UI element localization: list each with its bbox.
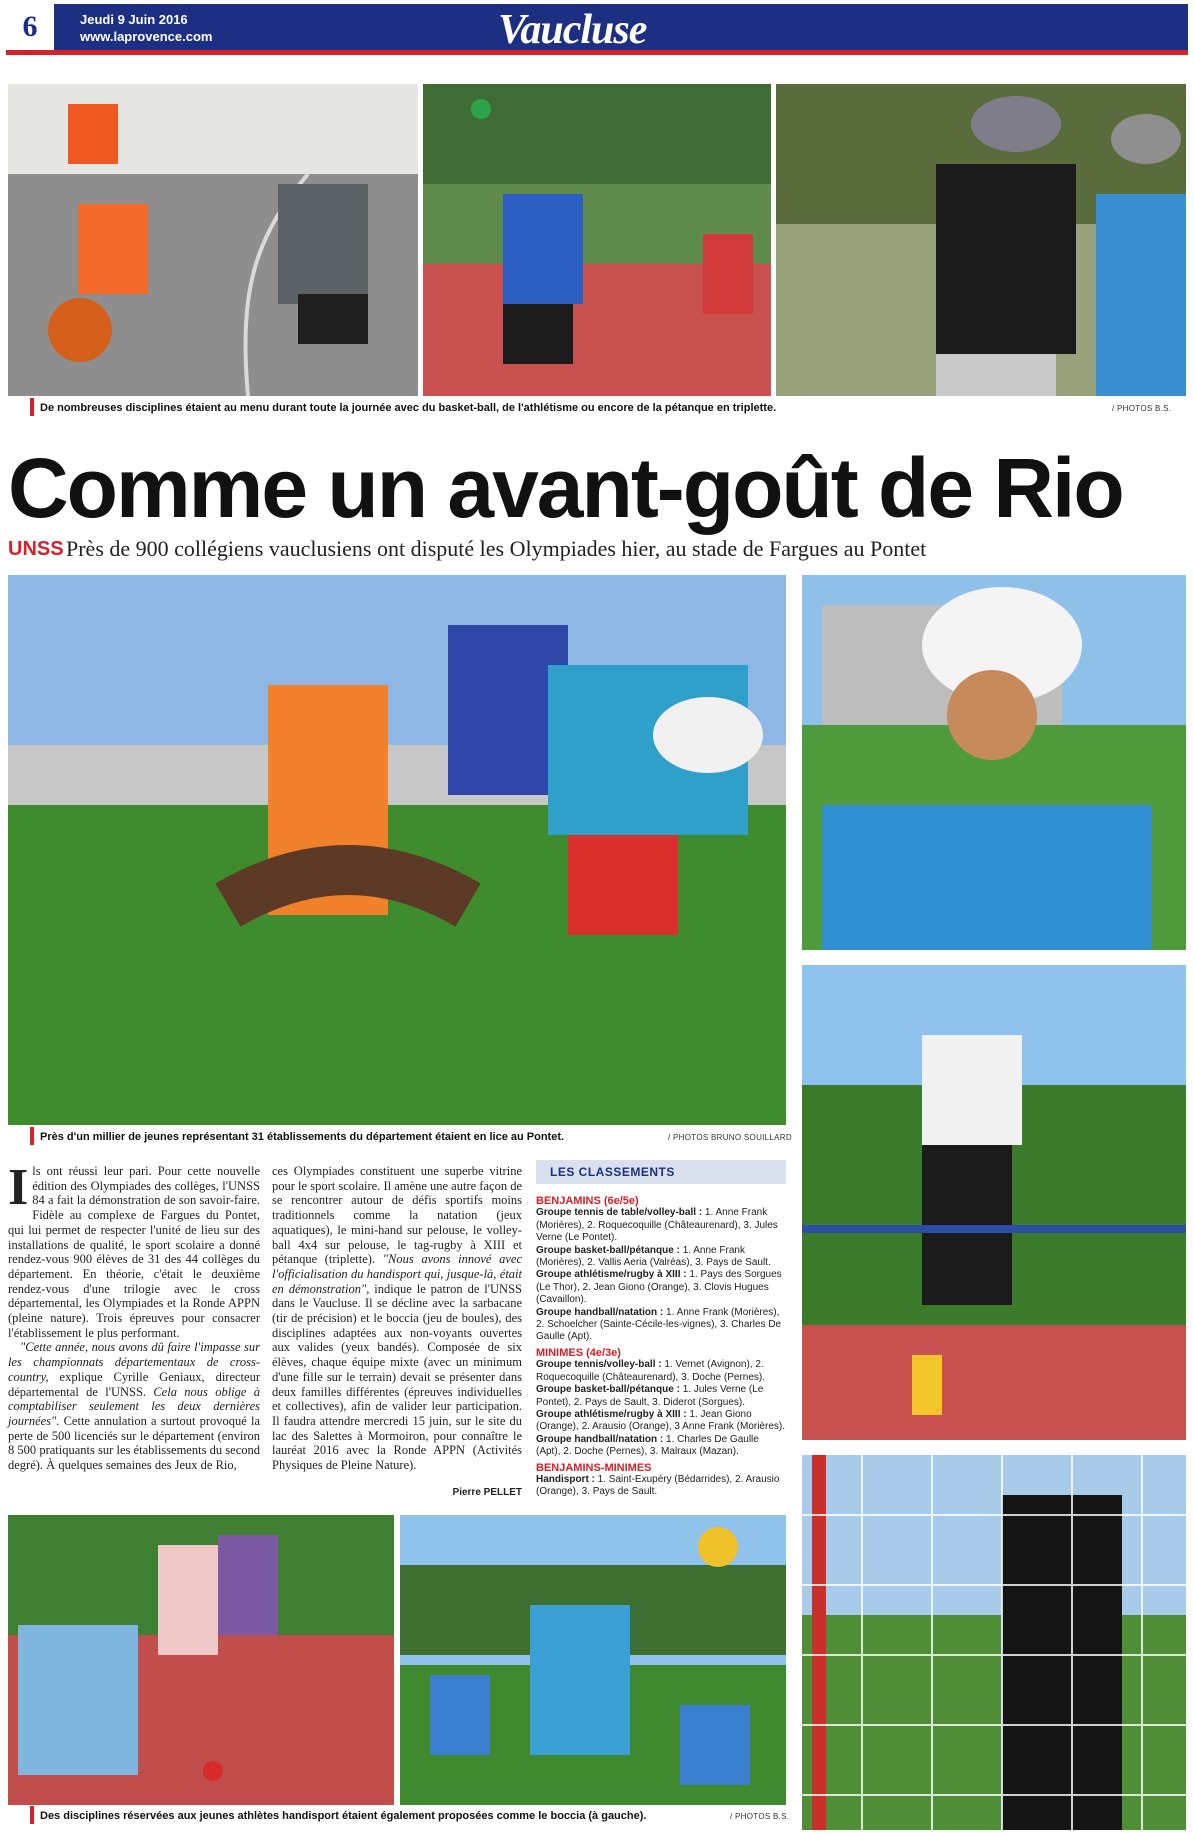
results-category: MINIMES (4e/3e) (536, 1346, 621, 1359)
caption-marker (30, 398, 34, 416)
photo-petanque (776, 84, 1186, 396)
article-headline: Comme un avant-goût de Rio (8, 441, 1123, 535)
results-line: Groupe basket-ball/pétanque : 1. Anne Frank (Morières), 2. Vallis Aeria (Valréas), 3. Pays de Sault. (536, 1244, 771, 1269)
article-subhead: Près de 900 collégiens vauclusiens ont disputé les Olympiades hier, au stade de Fargues au Pontet (66, 536, 927, 561)
bottom-photos-credit: / PHOTOS B.S. (730, 1812, 790, 1821)
results-line: Handisport : 1. Saint-Exupéry (Bédarrides), 2. Arausio (Orange), 3. Pays de Sault. (536, 1473, 780, 1498)
results-line: Groupe handball/natation : 1. Charles De Gaulle (Apt), 2. Doche (Pernes), 3. Malraux (Mazan). (536, 1433, 759, 1458)
results-line: Groupe tennis/volley-ball : 1. Vernet (Avignon), 2. Roquecoquille (Châteaurenard), 3. Doche (Pernes). (536, 1359, 766, 1383)
results-list (536, 1192, 786, 1499)
article-text: Cette annulation a surtout provoqué la perte de 500 licenciés sur le département (environ 8 500 pratiquants sur les établissements du second degré). À quelques semaines des Jeux de Rio, (8, 1413, 260, 1473)
results-line: Groupe handball/natation : 1. Anne Frank (Morières), 2. Schoelcher (Sainte-Cécile-les-vignes), 3. Charles De Gaulle (Apt). (536, 1306, 782, 1343)
article-column-2 (272, 1164, 522, 1504)
article-column-1 (8, 1159, 260, 1502)
article-col1-text: ls ont réussi leur pari. Pour cette nouvelle édition des Olympiades des collèges, l'UNSS 84 a fait la démonstration de son savoir-faire. Fidèle au complexe de Fargues du Pontet, qui lui permet de respecter l'unité de lieu sur des installations de qualité, le sport scolaire a donné rendez-vous 900 élèves de 31 des 44 collèges du département. En théorie, c'était le deuxième rendez-vous d'une trilogie avec le cross départemental, les Olympiades et la Ronde APPN (pleine nature). Trois épreuves pour consacrer l'établissement le plus performant. (8, 1164, 260, 1340)
photo-jump (802, 965, 1186, 1440)
top-photos-caption: De nombreuses disciplines étaient au menu durant toute la journée avec du basket-ball, de l'athlétisme ou encore de la pétanque en triplette. (40, 402, 777, 414)
photo-basketball (8, 84, 418, 396)
photo-boccia (8, 1515, 394, 1805)
page-number: 6 (6, 4, 54, 50)
main-photo-credit: / PHOTOS BRUNO SOUILLARD (668, 1133, 792, 1142)
website-link[interactable]: www.laprovence.com (80, 29, 213, 44)
section-title: Vaucluse (498, 7, 647, 53)
article-text: ces Olympiades constituent une superbe vitrine pour le sport scolaire. Il amène une autre façon de se rencontrer autour de défis sportifs moins traditionnels comme la natation (jeux aquatiques), le mini-hand sur pelouse, le volley-ball 4x4 sur pelouse, le tag-rugby à XIII et pétanque (triplette). (272, 1164, 522, 1267)
results-line: Groupe athlétisme/rugby à XIII : 1. Jean Giono (Orange), 2. Arausio (Orange), 3 Anne Frank (Morières). (536, 1408, 785, 1433)
results-line: Groupe tennis de table/volley-ball : 1. Anne Frank (Morières), 2. Roquecoquille (Châteaurenard), 3. Jules Verne (Le Pontet). (536, 1207, 778, 1244)
main-photo-caption: Près d'un millier de jeunes représentant 31 établissements du département étaient en lice au Pontet. (40, 1131, 565, 1143)
results-line: Groupe athlétisme/rugby à XIII : 1. Pays des Sorgues (Le Thor), 2. Jean Giono (Orange), 3. Clovis Hugues (Cavaillon). (536, 1269, 782, 1306)
top-photos-credit: / PHOTOS B.S. (1112, 404, 1172, 413)
results-line: Groupe basket-ball/pétanque : 1. Jules Verne (Le Pontet), 2. Pays de Sault, 3. Diderot (Sorgues). (536, 1384, 764, 1408)
dropcap: I (8, 1159, 29, 1216)
issue-date: Jeudi 9 Juin 2016 (80, 12, 188, 27)
article-kicker: UNSS (8, 538, 64, 560)
article-text: explique Cyrille Geniaux, directeur départemental de l'UNSS. (8, 1369, 260, 1399)
results-category: BENJAMINS (6e/5e) (536, 1195, 639, 1207)
photo-handball-goal (802, 1455, 1186, 1830)
article-quote: Cela nous oblige à comptabiliser seulement les deux dernières journées". (8, 1384, 260, 1428)
photo-athletics (423, 84, 771, 396)
results-title: LES CLASSEMENTS (536, 1160, 786, 1184)
article-quote: "Nous avons innové avec l'officialisation du handisport qui, jusque-là, était en démonstration", (272, 1252, 522, 1296)
photo-volleyball (400, 1515, 786, 1805)
photo-volleyball-cap (802, 575, 1186, 950)
article-author: Pierre PELLET (452, 1487, 522, 1498)
article-quote: "Cette année, nous avons dû faire l'impasse sur les championnats départementaux de cross-country, (8, 1340, 260, 1384)
bottom-photos-caption: Des disciplines réservées aux jeunes athlètes handisport étaient également proposées comme le boccia (à gauche). (40, 1810, 647, 1822)
photo-tag-rugby (8, 575, 786, 1125)
results-category: BENJAMINS-MINIMES (536, 1461, 652, 1474)
article-text: indique le patron de l'UNSS dans le Vaucluse. Il se décline avec la sarbacane (tir de précision) et le boccia (jeu de boules), des disciplines adaptées aux non-voyants ouvertes aux valides (yeux bandés). Composée de six élèves, chaque équipe mixte (avec un minimum d'une fille sur le terrain) devait se présenter dans deux familles différentes (épreuves individuelles et collectives), afin de valider leur participation. Il faudra attendre mercredi 15 juin, sur le site du lac des Salettes à Mormoiron, pour connaître le lauréat 2016 avec la Ronde APPN (Activités Physiques de Pleine Nature). (272, 1281, 522, 1473)
caption-marker (30, 1806, 34, 1824)
caption-marker (30, 1127, 34, 1145)
